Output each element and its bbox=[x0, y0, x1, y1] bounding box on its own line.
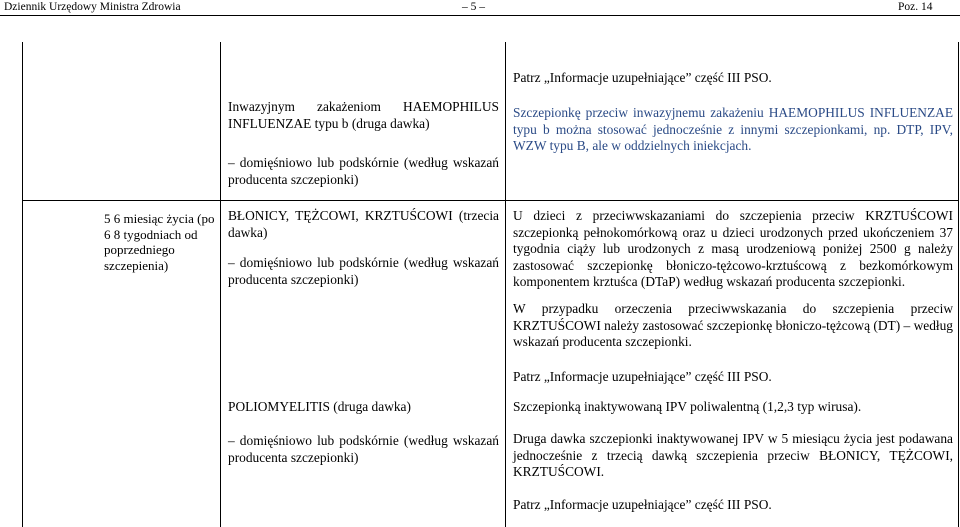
note-dtp-1: U dzieci z przeciwwskazaniami do szczepienia przeciw KRZTUŚCOWI szczepionką pełnokomórkową oraz u dzieci urodzonych przed ukończeniem 37 tygodnia ciąży lub urodzonych z masą urodzeniową poniżej 2500 g należy zastosować szczepionkę błoniczo-tężcowo-krztuścową z bezkomórkowym komponentem krztuśca (DTaP) według wskazań producenta szczepionki. bbox=[513, 208, 953, 289]
journal-title: Dziennik Urzędowy Ministra Zdrowia bbox=[4, 1, 181, 13]
vaccine-ipv-route: – domięśniowo lub podskórnie (według wskazań producenta szczepionki) bbox=[228, 433, 499, 465]
note-see-dtp: Patrz „Informacje uzupełniające” część III PSO. bbox=[513, 369, 772, 384]
vaccine-ipv-name: POLIOMYELITIS (druga dawka) bbox=[228, 399, 411, 414]
note-see-ipv: Patrz „Informacje uzupełniające” część III PSO. bbox=[513, 497, 772, 512]
age-group-label: 5 6 miesiąc życia (po 6 8 tygodniach od poprzedniego szczepienia) bbox=[104, 211, 215, 273]
table-right-border bbox=[958, 42, 959, 527]
note-ipv-1: Szczepionką inaktywowaną IPV poliwalentną (1,2,3 typ wirusa). bbox=[513, 399, 862, 414]
vaccine-dtp-name: BŁONICY, TĘŻCOWI, KRZTUŚCOWI (trzecia dawka) bbox=[228, 208, 499, 240]
vaccine-hib-route: – domięśniowo lub podskórnie (według wskazań producenta szczepionki) bbox=[228, 155, 499, 187]
col-divider-age bbox=[220, 42, 221, 527]
vaccine-dtp-route: – domięśniowo lub podskórnie (według wskazań producenta szczepionki) bbox=[228, 255, 499, 287]
table-left-border bbox=[22, 42, 23, 527]
note-dtp-2: W przypadku orzeczenia przeciwwskazania do szczepienia przeciw KRZTUŚCOWI należy zastosować szczepionkę błoniczo-tężcową (DT) – według wskazań producenta szczepionki. bbox=[513, 301, 953, 349]
col-divider-vaccine bbox=[505, 42, 506, 527]
vaccine-hib-name: Inwazyjnym zakażeniom HAEMOPHILUS INFLUENZAE typu b (druga dawka) bbox=[228, 99, 499, 131]
note-see-top: Patrz „Informacje uzupełniające” część III PSO. bbox=[513, 70, 772, 85]
page-number: – 5 – bbox=[462, 1, 485, 13]
note-ipv-2: Druga dawka szczepionki inaktywowanej IPV w 5 miesiącu życia jest podawana jednocześnie z trzecią dawką szczepienia przeciw BŁONICY, TĘŻCOWI, KRZTUŚCOWI. bbox=[513, 431, 953, 479]
header-rule bbox=[0, 15, 960, 16]
row-divider bbox=[22, 200, 959, 201]
note-hib: Szczepionkę przeciw inwazyjnemu zakażeniu HAEMOPHILUS INFLUENZAE typu b można stosować jednocześnie z innymi szczepionkami, np. DTP, IPV, WZW typu B, ale w oddzielnych iniekcjach. bbox=[513, 105, 953, 153]
position-number: Poz. 14 bbox=[898, 1, 933, 13]
